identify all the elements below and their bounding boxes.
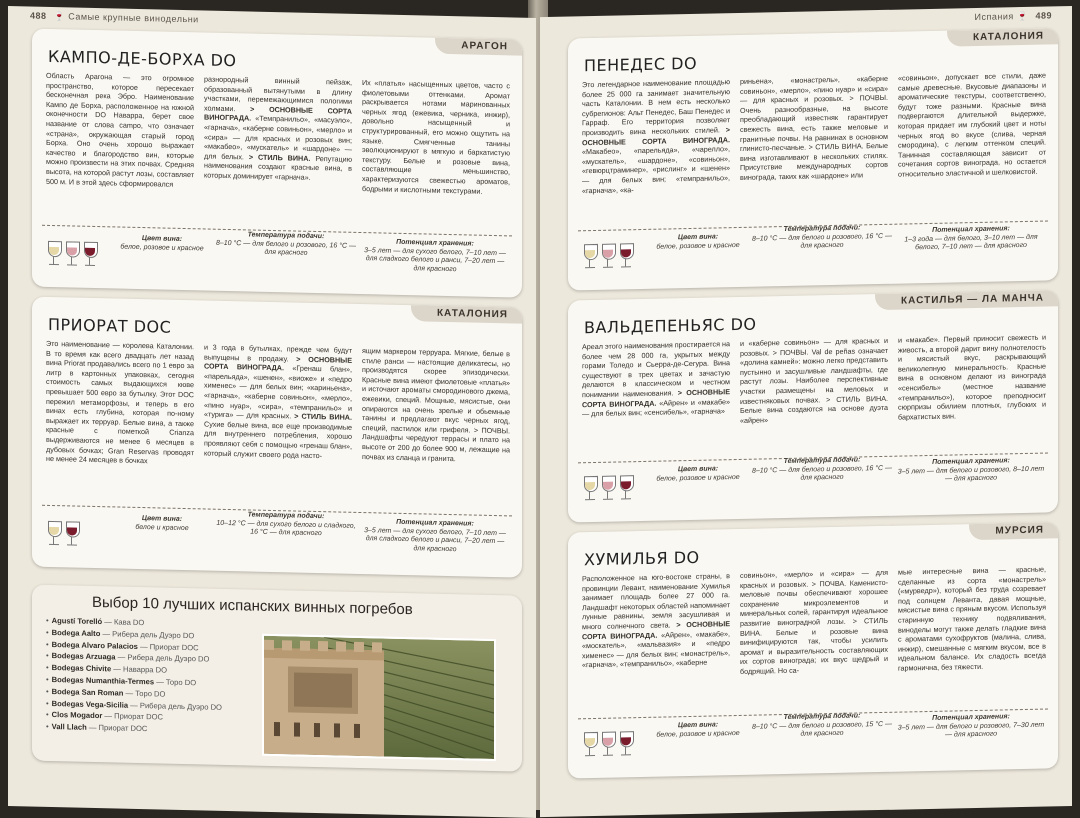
card-footer [582,456,1046,517]
card-valdepenas [568,290,1058,522]
serving-temperature-info: Температура подачи: 8–10 °С — для белого и розового, 16 °С — для красного [751,224,893,250]
storage-potential-info: Потенциал хранения: 1–3 года — для белого, 3–10 лет — для белого, 7–10 лет — для красного [904,225,1038,252]
text-column-3: мые интересные вина — красные, сделанные из сорта «монастрель» («мурведр»), который без труда созревает под солнцем Леванта, давая мощные, мясистые вина с пряным вкусом. Используя старинную технику подвяливания, виноделы могут также делать гладкие вина с ароматами сухофруктов (малина, слива, инжир), смешанные с мягким вкусом, все в идеальном балансе. Их сладость всегда гармонична, без тяжести. [898,564,1046,673]
castle-vineyard-photo [262,634,496,761]
text-column-3: и «макабе». Первый приносит свежесть и живость, а второй дарит вину полнотелость и мясистый вкус, раскрывающий великолепную минеральность. Красные вина в основном делают из винограда «сенсибель» (местное название «темпранильо»), которое преподносит сюрпризы обилием плотных, глубоких и бархатистых вин. [898,332,1046,422]
list-item: • Clos Mogador — Приорат DOC [46,710,163,722]
left-running-head [26,10,199,25]
card-campo-de-borja [32,29,522,298]
rose-wine-glass-icon [600,732,616,758]
list-item: • Bodegas Numanthia-Termes — Торо DO [46,674,197,688]
text-column-2: и «каберне совиньон» — для красных и розовых. > ПОЧВЫ. Val de peñas означает «долина камней»: можно легко представить пустынно и засушливые ландшафты, где растут лозы. Наиболее перспективные участки размещены на меловых и известняковых почвах. > СТИЛЬ ВИНА. Белые вина создаются на основе дуэта «айрен» [740,335,888,425]
list-item: • Bodega Aalto — Рибера дель Дуэро DO [46,627,195,641]
top-10-wineries-box [32,585,522,772]
right-page [540,6,1072,817]
red-wine-glass-icon [618,731,634,757]
text-column-1: Область Арагона — это огромное пространство, которое пересекает бесконечная река Эбро. Наименование Кампо де Борха, расположенное на южной оконечности DO Наварра, берет свое название от слова campo, что означает «страна», окружающая старый город Борха. Оно очень хорошо выражает качество и благородство вин, которые можно произвести на этих почвах. Средняя высота, на которой растут лозы, составляет 500 м. И в этой здесь сформировался [46,70,194,189]
card-priorat [32,297,522,578]
white-wine-glass-icon [46,241,62,267]
card-jumilla [568,522,1058,778]
text-column-2: разнородный винный пейзаж, образованный вытянутыми в длину участками, перемежающимися пологими холмами. > ОСНОВНЫЕ СОРТА ВИНОГРАДА. «Темпранильо», «масуэло», «гарнача», «каберне совиньон», «мерло» и «сира» — для красных и розовых вин; «макабео», «мускатель» и «шардоне» — для белых. > СТИЛЬ ВИНА. Репутацию наименования создают красные вина, в которых доминирует «гарнача». [204,74,353,182]
card-title: ПРИОРАТ DOC [48,314,172,337]
white-wine-glass-icon [46,521,62,547]
card-footer [582,224,1046,285]
wineries-list [46,615,222,737]
white-wine-glass-icon [582,732,598,758]
serving-temperature-info: Температура подачи: 8–10 °С — для белого и розового, 16 °С — для красного [751,456,893,482]
left-page [8,6,536,818]
card-title: ХУМИЛЬЯ DO [584,547,700,570]
card-penedes [568,28,1058,290]
red-wine-glass-icon [618,243,634,269]
storage-potential-info: Потенциал хранения: 3–5 лет — для сухого белого, 7–10 лет — для сладкого белого и ранси, 7–20 лет — для красного [364,238,506,273]
region-label: АРАГОН [435,38,522,56]
list-item: • Vall Llach — Приорат DOC [46,722,148,734]
wine-color-info: Цвет вина: белое, розовое и красное [656,721,740,739]
wine-glasses [582,731,648,758]
card-footer [582,712,1046,773]
list-item: • Bodegas Vega-Sicilia — Рибера дель Дуэро DO [46,698,222,712]
text-column-1: Расположенное на юго-востоке страны, в провинции Левант, наименование Хумилья занимает площадь более 27 000 га. Ландшафт некоторых областей напоминает лунные равнины, земля засушливая и много солнечного света. > ОСНОВНЫЕ СОРТА ВИНОГРАДА. «Айрен», «макабе», «москатель», «мальвазия» и «педро хименес» — для белых вин; «монастрель», «гарнача», «темпранильо», «каберне [582,571,731,670]
region-label: МУРСИЯ [969,522,1058,540]
region-label: КАСТИЛЬЯ — ЛА МАНЧА [875,290,1058,310]
text-column-2: риньена», «монастрель», «каберне совиньон», «мерло», «пино нуар» и «сира» — для красных и розовых. > ПОЧВЫ. Очень разнообразные, на высоте преобладающий известняк гарантирует свежесть вина, есть также меловые и гранитные почвы. На равнинах в основном глинисто-песчаные. > СТИЛЬ ВИНА. Белые вина изготавливают в нескольких стилях. Присутствие международных сортов винограда, таких как «шардоне» или [740,73,888,182]
red-wine-glass-icon [82,242,98,268]
red-wine-glass-icon [64,521,80,547]
right-running-title: Испания [974,11,1014,23]
left-page-number: 488 [30,10,47,21]
text-column-3: «совиньон», допускает все стили, даже самые древесные. Вкусовые диапазоны и ароматические текстуры, соответственно, будут тоже разными. Красные вина подвергаются длительной выдержке, которая придает им глубокий цвет и ноты черных ягод во вкусе (слива, черная смородина), с легким оттенком специй. Танинная составляющая зависит от сочетания сортов винограда, но остается относительно эластичной и шелковистой. [898,70,1046,179]
wine-glasses [46,521,112,548]
right-running-head [975,10,1057,23]
left-running-title: Самые крупные винодельни [68,11,199,25]
text-column-3: ящим маркером терруара. Мягкие, белые в стиле ранси — настоящие деликатесы, но производятся скорее эпизодически. Красные вина имеют фиолетовые «платья» и источают ароматы смородинового джема, ежевики, специй. Мощные, мясистые, они опираются на очень зрелые и обьемные танины и предлагают вкус черных ягод, специй, пастилок или грифеля. > ПОЧВЫ. Ландшафты чередуют террасы и плато на высоте от 200 до более 900 м, лежащие на почвах из сланца и гранита. [362,346,510,463]
wine-glasses [46,241,112,268]
storage-potential-info: Потенциал хранения: 3–5 лет — для белого и розового, 8–10 лет — для красного [897,457,1045,483]
wine-glass-logo-icon: 🍷 [1016,10,1029,22]
text-column-1: Это легендарное наименование площадью более 25 000 га занимает значительную часть Каталонии. В нем есть несколько субрегионов: Альт Пенедес, Баш Пенедес и Гарраф. Его территория позволяет производить вина нескольких стилей. > ОСНОВНЫЕ СОРТА ВИНОГРАДА. «Макабео», «парельяда», «чарелло», «мускатель», «шардоне», «совиньон», «гевюрцтраминер», «рислинг» и «шенен» — для белых вин; «темпранильо», «гарнача», «ка- [582,77,730,195]
serving-temperature-info: Температура подачи: 8–10 °С — для белого и розового, 15 °С — для красного [751,712,893,738]
wine-glass-logo-icon: 🍷 [53,11,66,22]
card-title: ВАЛЬДЕПЕНЬЯС DO [584,314,757,338]
red-wine-glass-icon [618,475,634,501]
rose-wine-glass-icon [600,244,616,270]
card-title: ПЕНЕДЕС DO [584,53,698,76]
wine-color-info: Цвет вина: белое, розовое и красное [656,233,740,251]
text-column-1: Это наименование — королева Каталонии. В то время как всего двадцать лет назад вина Priorat продавались всего по 1 евро за литр в картонных упаковках, сегодня стоимость самых выдающихся кюве превышает 500 евро за бутылку. Этот DOC пережил метаморфозы, и теперь в его винах есть глубина, которая по-ному выражает их терруар. Белые вина, а также красные с пометкой Crianza выдерживаются не менее 6 месяцев в дубовых бочках; Gran Reservas проводят не менее 24 месяцев в бочках [46,338,194,466]
list-item: • Bodegas Chivite — Наварра DO [46,663,168,675]
wine-color-info: Цвет вина: белое и красное [135,515,189,532]
top-10-title: Выбор 10 лучших испанских винных погребов [92,593,413,619]
serving-temperature-info: Температура подачи: 8–10 °С — для белого и розового, 16 °С — для красного [215,231,357,257]
right-page-number: 489 [1035,10,1052,21]
card-footer [46,513,510,572]
card-title: КАМПО-ДЕ-БОРХА DO [48,46,237,71]
list-item: • Bodega San Roman — Торо DO [46,686,166,699]
wine-color-info: Цвет вина: белое, розовое и красное [656,465,740,483]
rose-wine-glass-icon [600,476,616,502]
white-wine-glass-icon [582,244,598,270]
text-column-1: Ареал этого наименования простирается на более чем 28 000 га, укрытых между горами Толедо и Сьерра-де-Сегура. Вина существуют в трех цветах и зачастую делаются в классическом и честном понимании наименования. > ОСНОВНЫЕ СОРТА ВИНОГРАДА. «Айрен» и «макабе» — для белых вин; «сенсибель», «гарнача» [582,339,731,419]
rose-wine-glass-icon [64,241,80,267]
list-item: • Bodega Alvaro Palacios — Приорат DOC [46,639,199,652]
wine-color-info: Цвет вина: белое, розовое и красное [120,235,204,253]
text-column-3: Их «платья» насыщенных цветов, часто с фиолетовыми оттенками. Аромат раскрывается нотами маринованных черных ягод (ежевика, черника, инжир), довольно насыщенный и структурированный, его можно ощутить на языке. Смягченные танины эволюционируют в мягкую и бархатистую текстуру. Белые и розовые вина, составляющие меньшинство, характеризуются свежестью ароматов, бодрыми и кислотными текстурами. [362,78,510,196]
list-item: • Bodegas Arzuaga — Рибера дель Дуэро DO [46,651,210,664]
wine-glasses [582,243,648,270]
storage-potential-info: Потенциал хранения: 3–5 лет — для белого и розового, 7–30 лет — для красного [897,713,1045,739]
text-column-2: и 3 года в бутылках, прежде чем будут выпущены в продажу. > ОСНОВНЫЕ СОРТА ВИНОГРАДА. «Гренаш блан», «парельяда», «шенен», «виоже» и «педро хименес» — для белых вин; «кариньена», «гарнача», «каберне совиньон», «мерло», «пино нуар», «сира», «темпранильо» и «турига» — для красных. > СТИЛЬ ВИНА. Сухие белые вина, все еще производимые для внутреннего потребления, хорошо проявляют себя с помощью «гренаш блан», который служит своего рода насто- [204,342,353,460]
serving-temperature-info: Температура подачи: 10–12 °С — для сухого белого и сладкого, 16 °С — для красного [216,511,356,538]
region-label: КАТАЛОНИЯ [947,28,1058,46]
text-column-2: совиньон», «мерло» и «сира» — для красных и розовых. > ПОЧВА. Каменисто-меловые почвы обеспечивают хорошее сохранение микроэлементов и минеральных солей, гарантируя идеальное развитие виноградной лозы. > СТИЛЬ ВИНА. Белые и розовые вина винифицируются так, чтобы усилить аромат и выразительность составляющих их сортов винограда; их вкус щедрый и бодрящий. Но са- [740,567,888,676]
white-wine-glass-icon [582,476,598,502]
region-label: КАТАЛОНИЯ [411,305,522,324]
storage-potential-info: Потенциал хранения: 3–5 лет — для сухого белого, 7–10 лет — для сладкого белого и ранси, 7–20 лет — для красного [364,518,506,553]
card-footer [46,233,510,292]
wine-glasses [582,475,648,502]
list-item: • Agustí Torelló — Кава DO [46,615,145,628]
